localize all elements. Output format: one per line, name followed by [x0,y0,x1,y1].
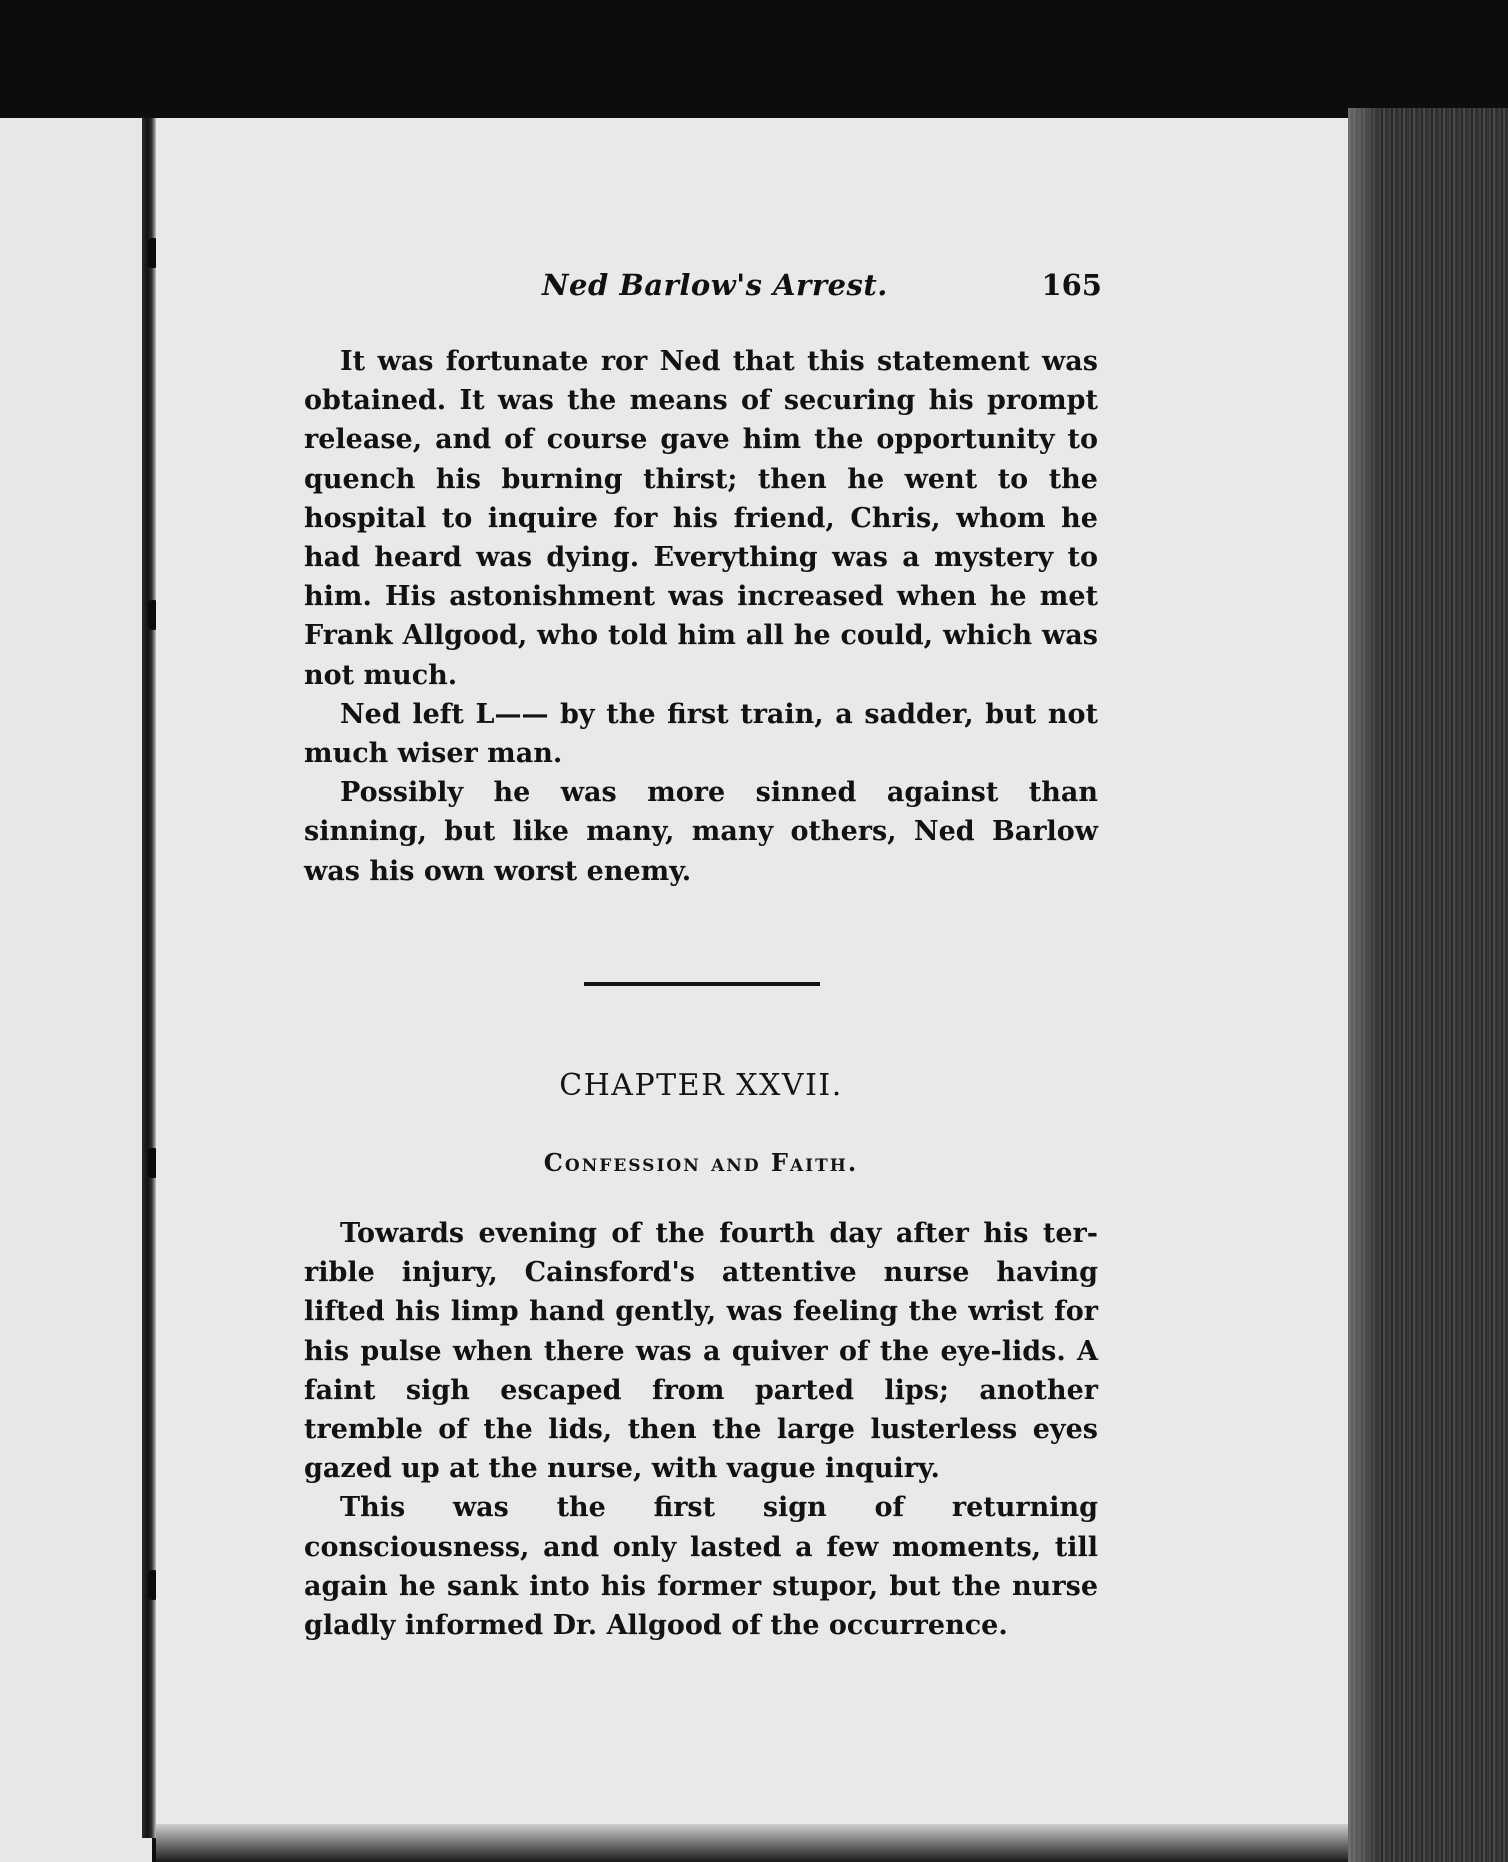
page-number: 165 [1041,268,1102,302]
paragraph: Possibly he was more sinned against than sinning, but like many, many others, Ned Barlow was his own worst enemy. [304,777,1098,887]
chapter-title: CHAPTER XXVII. [559,1068,843,1103]
running-head [304,268,1112,312]
left-page-edge [0,118,152,1862]
paragraph: It was fortunate ror Ned that this statement was obtained. It was the means of securing his prompt release, and of course gave him the opportunity to quench his burning thirst; then he went to the hospital to inquire for his friend, Chris, whom he had heard was dying. Everything was a mystery to him. His astonishment was increased when he met Frank Allgood, who told him all he could, which was not much. [304,346,1098,691]
section-divider-rule [584,982,820,986]
paragraph: Towards evening of the fourth day after his terrible injury, Cainsford's attentive nurse having lifted his limp hand gently, was feeling the wrist for his pulse when there was a quiver of the eye-lids. A faint sigh escaped from parted lips; another tremble of the lids, then the large lusterless eyes gazed up at the nurse, with vague inquiry. [304,1218,1098,1485]
paragraph: This was the first sign of returning consciousness, and only lasted a few moments, till again he sank into his former stupor, but the nurse gladly informed Dr. Allgood of the occurrence. [304,1492,1098,1642]
paragraph: Ned left L—— by the first train, a sadder, but not much wiser man. [304,698,1098,770]
chapter-subtitle: Confession and Faith. [543,1148,859,1177]
running-title: Ned Barlow's Arrest. [542,268,888,302]
section-two-body [304,1214,1098,1645]
fore-edge-highlight [1348,108,1378,1862]
page-bottom-shadow [156,1824,1356,1862]
section-one-body [304,342,1098,891]
